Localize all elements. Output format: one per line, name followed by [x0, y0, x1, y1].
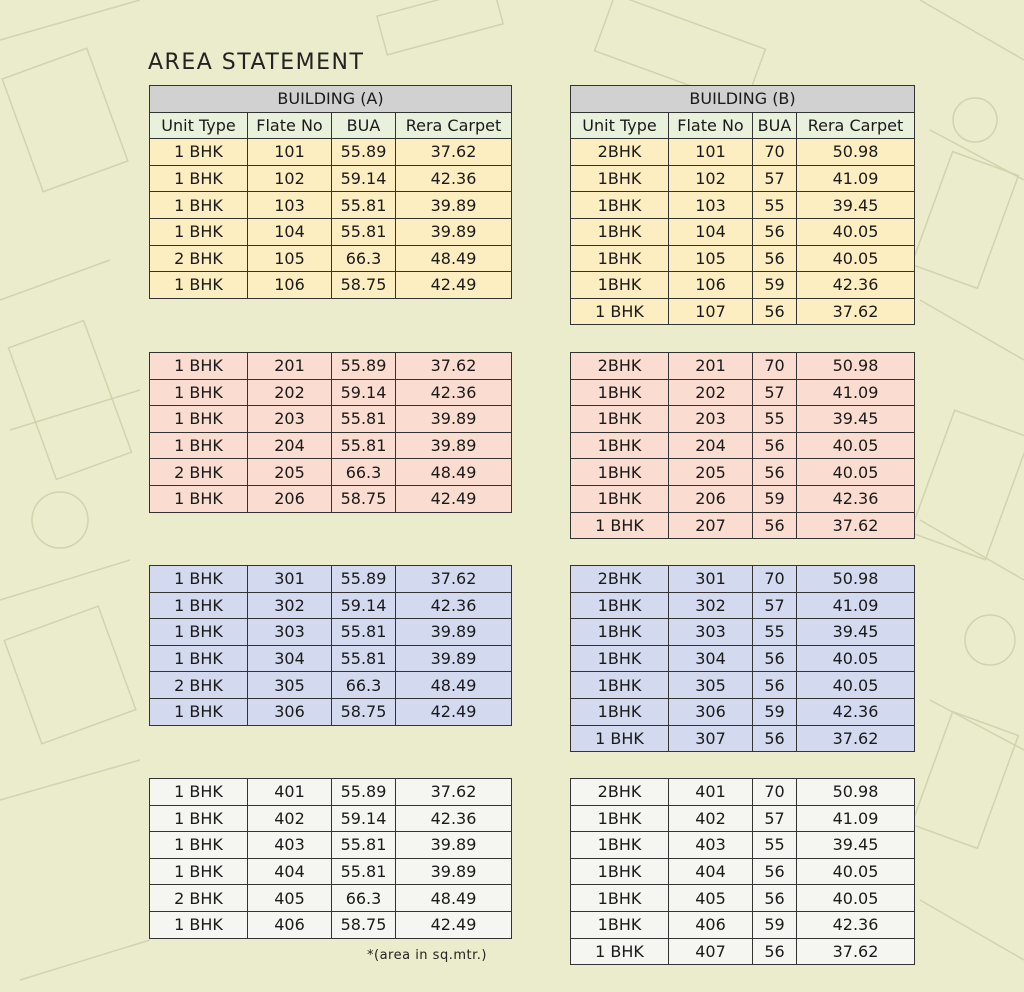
rera-carpet-cell: 42.36 [396, 165, 512, 192]
table-row [150, 592, 512, 619]
table-row [571, 938, 915, 965]
rera-carpet-cell: 37.62 [797, 298, 915, 325]
flat-no-cell: 206 [248, 485, 332, 512]
flat-no-cell: 202 [248, 379, 332, 406]
flat-no-cell: 303 [669, 619, 753, 646]
table-row [150, 192, 512, 219]
rera-carpet-cell: 42.36 [396, 379, 512, 406]
unit-type-cell: 1BHK [571, 592, 669, 619]
table-row [571, 218, 915, 245]
flat-no-cell: 301 [248, 566, 332, 593]
bua-cell: 56 [753, 938, 797, 965]
unit-type-cell: 1BHK [571, 698, 669, 725]
bua-cell: 58.75 [332, 272, 396, 299]
table-row [571, 485, 915, 512]
rera-carpet-cell: 39.45 [797, 832, 915, 859]
table-row [571, 432, 915, 459]
table-row [571, 272, 915, 299]
rera-carpet-cell: 48.49 [396, 672, 512, 699]
table-row [150, 353, 512, 380]
bua-cell: 55.89 [332, 779, 396, 806]
bua-cell: 70 [753, 139, 797, 166]
table-row [571, 379, 915, 406]
area-unit-footnote: *(area in sq.mtr.) [367, 948, 487, 963]
unit-type-cell: 1 BHK [150, 698, 248, 725]
column-header: Flate No [669, 112, 753, 139]
bua-cell: 66.3 [332, 672, 396, 699]
rera-carpet-cell: 40.05 [797, 885, 915, 912]
bua-cell: 59 [753, 485, 797, 512]
flat-no-cell: 407 [669, 938, 753, 965]
unit-type-cell: 1 BHK [150, 619, 248, 646]
unit-type-cell: 1 BHK [150, 272, 248, 299]
flat-no-cell: 307 [669, 725, 753, 752]
unit-type-cell: 2BHK [571, 139, 669, 166]
bua-cell: 66.3 [332, 885, 396, 912]
table-row [571, 911, 915, 938]
unit-type-cell: 1 BHK [150, 566, 248, 593]
flat-no-cell: 401 [669, 779, 753, 806]
rera-carpet-cell: 42.49 [396, 911, 512, 938]
flat-no-cell: 403 [669, 832, 753, 859]
rera-carpet-cell: 41.09 [797, 165, 915, 192]
bua-cell: 55 [753, 619, 797, 646]
flat-no-cell: 405 [248, 885, 332, 912]
rera-carpet-cell: 40.05 [797, 672, 915, 699]
table-row [571, 619, 915, 646]
table-row [571, 353, 915, 380]
table-row [571, 779, 915, 806]
bua-cell: 56 [753, 858, 797, 885]
table-row [571, 885, 915, 912]
bua-cell: 58.75 [332, 698, 396, 725]
rera-carpet-cell: 42.36 [797, 272, 915, 299]
flat-no-cell: 205 [248, 459, 332, 486]
unit-type-cell: 1BHK [571, 858, 669, 885]
unit-type-cell: 2 BHK [150, 885, 248, 912]
table-row [571, 406, 915, 433]
flat-no-cell: 406 [248, 911, 332, 938]
unit-type-cell: 1 BHK [150, 485, 248, 512]
bua-cell: 55 [753, 192, 797, 219]
bua-cell: 55 [753, 406, 797, 433]
unit-type-cell: 1 BHK [150, 139, 248, 166]
table-row [150, 218, 512, 245]
unit-type-cell: 1BHK [571, 805, 669, 832]
building-a-floor-3-table [149, 565, 512, 726]
unit-type-cell: 1 BHK [150, 165, 248, 192]
flat-no-cell: 105 [669, 245, 753, 272]
table-row [571, 139, 915, 166]
table-row [150, 805, 512, 832]
table-row [571, 645, 915, 672]
unit-type-cell: 1 BHK [150, 779, 248, 806]
flat-no-cell: 104 [248, 218, 332, 245]
unit-type-cell: 1 BHK [150, 192, 248, 219]
table-row [150, 379, 512, 406]
flat-no-cell: 206 [669, 485, 753, 512]
flat-no-cell: 304 [248, 645, 332, 672]
bua-cell: 70 [753, 779, 797, 806]
flat-no-cell: 401 [248, 779, 332, 806]
flat-no-cell: 201 [248, 353, 332, 380]
rera-carpet-cell: 37.62 [396, 779, 512, 806]
bua-cell: 56 [753, 645, 797, 672]
table-row [150, 406, 512, 433]
flat-no-cell: 305 [669, 672, 753, 699]
table-row [150, 911, 512, 938]
unit-type-cell: 1BHK [571, 192, 669, 219]
unit-type-cell: 1BHK [571, 272, 669, 299]
unit-type-cell: 1 BHK [150, 592, 248, 619]
table-row [571, 245, 915, 272]
table-row [150, 459, 512, 486]
bua-cell: 59.14 [332, 805, 396, 832]
bua-cell: 70 [753, 353, 797, 380]
unit-type-cell: 1 BHK [571, 725, 669, 752]
rera-carpet-cell: 40.05 [797, 858, 915, 885]
bua-cell: 66.3 [332, 459, 396, 486]
unit-type-cell: 1 BHK [150, 832, 248, 859]
flat-no-cell: 105 [248, 245, 332, 272]
flat-no-cell: 302 [248, 592, 332, 619]
unit-type-cell: 1BHK [571, 379, 669, 406]
bua-cell: 56 [753, 725, 797, 752]
table-row [150, 139, 512, 166]
table-row [150, 432, 512, 459]
rera-carpet-cell: 39.89 [396, 432, 512, 459]
table-row [150, 165, 512, 192]
unit-type-cell: 1BHK [571, 672, 669, 699]
rera-carpet-cell: 50.98 [797, 139, 915, 166]
unit-type-cell: 1 BHK [571, 298, 669, 325]
column-header: Unit Type [571, 112, 669, 139]
unit-type-cell: 1 BHK [150, 858, 248, 885]
bua-cell: 57 [753, 379, 797, 406]
rera-carpet-cell: 42.36 [797, 485, 915, 512]
unit-type-cell: 1BHK [571, 645, 669, 672]
rera-carpet-cell: 37.62 [396, 566, 512, 593]
unit-type-cell: 1 BHK [150, 911, 248, 938]
flat-no-cell: 203 [248, 406, 332, 433]
column-header: Rera Carpet [396, 112, 512, 139]
table-row [150, 485, 512, 512]
bua-cell: 59 [753, 272, 797, 299]
rera-carpet-cell: 37.62 [396, 353, 512, 380]
unit-type-cell: 1BHK [571, 218, 669, 245]
flat-no-cell: 104 [669, 218, 753, 245]
unit-type-cell: 1BHK [571, 406, 669, 433]
flat-no-cell: 404 [248, 858, 332, 885]
unit-type-cell: 1BHK [571, 165, 669, 192]
building-name: BUILDING (A) [150, 86, 512, 113]
building-header-row [150, 86, 512, 113]
flat-no-cell: 303 [248, 619, 332, 646]
building-a-floor-1-table [149, 85, 512, 299]
rera-carpet-cell: 48.49 [396, 459, 512, 486]
rera-carpet-cell: 39.89 [396, 218, 512, 245]
unit-type-cell: 2 BHK [150, 459, 248, 486]
flat-no-cell: 305 [248, 672, 332, 699]
rera-carpet-cell: 39.89 [396, 832, 512, 859]
bua-cell: 55.89 [332, 353, 396, 380]
rera-carpet-cell: 50.98 [797, 353, 915, 380]
rera-carpet-cell: 48.49 [396, 885, 512, 912]
bua-cell: 55.81 [332, 645, 396, 672]
unit-type-cell: 2 BHK [150, 245, 248, 272]
table-row [150, 272, 512, 299]
table-row [150, 672, 512, 699]
flat-no-cell: 204 [248, 432, 332, 459]
rera-carpet-cell: 39.89 [396, 406, 512, 433]
table-row [571, 672, 915, 699]
rera-carpet-cell: 39.45 [797, 406, 915, 433]
bua-cell: 57 [753, 165, 797, 192]
table-row [571, 459, 915, 486]
unit-type-cell: 1 BHK [150, 432, 248, 459]
rera-carpet-cell: 37.62 [797, 512, 915, 539]
bua-cell: 58.75 [332, 911, 396, 938]
bua-cell: 56 [753, 885, 797, 912]
table-row [150, 566, 512, 593]
unit-type-cell: 1BHK [571, 432, 669, 459]
flat-no-cell: 204 [669, 432, 753, 459]
rera-carpet-cell: 40.05 [797, 459, 915, 486]
flat-no-cell: 202 [669, 379, 753, 406]
table-row [571, 592, 915, 619]
bua-cell: 56 [753, 298, 797, 325]
flat-no-cell: 404 [669, 858, 753, 885]
flat-no-cell: 402 [248, 805, 332, 832]
bua-cell: 55 [753, 832, 797, 859]
rera-carpet-cell: 41.09 [797, 805, 915, 832]
bua-cell: 59.14 [332, 592, 396, 619]
flat-no-cell: 107 [669, 298, 753, 325]
flat-no-cell: 406 [669, 911, 753, 938]
unit-type-cell: 2BHK [571, 566, 669, 593]
unit-type-cell: 1 BHK [150, 645, 248, 672]
building-b-floor-4-table [570, 778, 915, 965]
rera-carpet-cell: 39.89 [396, 858, 512, 885]
column-header: BUA [753, 112, 797, 139]
bua-cell: 55.81 [332, 406, 396, 433]
flat-no-cell: 302 [669, 592, 753, 619]
bua-cell: 56 [753, 432, 797, 459]
unit-type-cell: 1BHK [571, 245, 669, 272]
unit-type-cell: 1BHK [571, 485, 669, 512]
table-row [150, 645, 512, 672]
table-row [571, 805, 915, 832]
bua-cell: 56 [753, 245, 797, 272]
column-header-row [571, 112, 915, 139]
table-row [150, 779, 512, 806]
flat-no-cell: 203 [669, 406, 753, 433]
flat-no-cell: 205 [669, 459, 753, 486]
rera-carpet-cell: 48.49 [396, 245, 512, 272]
rera-carpet-cell: 37.62 [797, 725, 915, 752]
unit-type-cell: 1 BHK [571, 938, 669, 965]
rera-carpet-cell: 42.36 [396, 592, 512, 619]
rera-carpet-cell: 42.49 [396, 485, 512, 512]
rera-carpet-cell: 41.09 [797, 592, 915, 619]
bua-cell: 55.81 [332, 858, 396, 885]
flat-no-cell: 101 [248, 139, 332, 166]
column-header: Rera Carpet [797, 112, 915, 139]
bua-cell: 55.89 [332, 566, 396, 593]
unit-type-cell: 1BHK [571, 911, 669, 938]
rera-carpet-cell: 40.05 [797, 432, 915, 459]
rera-carpet-cell: 37.62 [396, 139, 512, 166]
building-header-row [571, 86, 915, 113]
bua-cell: 55.81 [332, 218, 396, 245]
flat-no-cell: 405 [669, 885, 753, 912]
bua-cell: 56 [753, 459, 797, 486]
table-row [571, 298, 915, 325]
rera-carpet-cell: 42.36 [396, 805, 512, 832]
page-title: AREA STATEMENT [148, 50, 365, 75]
table-row [571, 192, 915, 219]
flat-no-cell: 201 [669, 353, 753, 380]
table-row [150, 832, 512, 859]
bua-cell: 59 [753, 911, 797, 938]
table-row [150, 619, 512, 646]
flat-no-cell: 106 [248, 272, 332, 299]
flat-no-cell: 106 [669, 272, 753, 299]
bua-cell: 56 [753, 218, 797, 245]
table-row [150, 698, 512, 725]
unit-type-cell: 1 BHK [150, 406, 248, 433]
rera-carpet-cell: 40.05 [797, 245, 915, 272]
bua-cell: 57 [753, 592, 797, 619]
unit-type-cell: 1 BHK [571, 512, 669, 539]
flat-no-cell: 102 [669, 165, 753, 192]
unit-type-cell: 2 BHK [150, 672, 248, 699]
flat-no-cell: 306 [669, 698, 753, 725]
unit-type-cell: 1 BHK [150, 805, 248, 832]
table-row [150, 245, 512, 272]
table-row [571, 512, 915, 539]
bua-cell: 58.75 [332, 485, 396, 512]
bua-cell: 57 [753, 805, 797, 832]
unit-type-cell: 1BHK [571, 459, 669, 486]
column-header: Unit Type [150, 112, 248, 139]
bua-cell: 66.3 [332, 245, 396, 272]
rera-carpet-cell: 42.36 [797, 698, 915, 725]
flat-no-cell: 103 [248, 192, 332, 219]
bua-cell: 55.81 [332, 832, 396, 859]
building-b-floor-3-table [570, 565, 915, 752]
unit-type-cell: 1BHK [571, 832, 669, 859]
flat-no-cell: 306 [248, 698, 332, 725]
rera-carpet-cell: 50.98 [797, 779, 915, 806]
column-header-row [150, 112, 512, 139]
rera-carpet-cell: 42.36 [797, 911, 915, 938]
rera-carpet-cell: 39.89 [396, 192, 512, 219]
flat-no-cell: 301 [669, 566, 753, 593]
bua-cell: 55.81 [332, 619, 396, 646]
bua-cell: 59.14 [332, 165, 396, 192]
table-row [150, 858, 512, 885]
bua-cell: 56 [753, 512, 797, 539]
unit-type-cell: 1BHK [571, 619, 669, 646]
building-name: BUILDING (B) [571, 86, 915, 113]
table-row [571, 566, 915, 593]
bua-cell: 55.81 [332, 432, 396, 459]
bua-cell: 55.81 [332, 192, 396, 219]
bua-cell: 70 [753, 566, 797, 593]
bua-cell: 59.14 [332, 379, 396, 406]
building-a-floor-4-table [149, 778, 512, 939]
flat-no-cell: 402 [669, 805, 753, 832]
rera-carpet-cell: 39.45 [797, 192, 915, 219]
rera-carpet-cell: 42.49 [396, 272, 512, 299]
flat-no-cell: 101 [669, 139, 753, 166]
flat-no-cell: 403 [248, 832, 332, 859]
table-row [571, 165, 915, 192]
rera-carpet-cell: 39.89 [396, 645, 512, 672]
flat-no-cell: 102 [248, 165, 332, 192]
rera-carpet-cell: 42.49 [396, 698, 512, 725]
bua-cell: 55.89 [332, 139, 396, 166]
table-row [571, 832, 915, 859]
flat-no-cell: 103 [669, 192, 753, 219]
building-b-floor-2-table [570, 352, 915, 539]
table-row [150, 885, 512, 912]
building-b-floor-1-table [570, 85, 915, 325]
unit-type-cell: 1 BHK [150, 379, 248, 406]
flat-no-cell: 304 [669, 645, 753, 672]
table-row [571, 725, 915, 752]
unit-type-cell: 1 BHK [150, 218, 248, 245]
table-row [571, 858, 915, 885]
rera-carpet-cell: 50.98 [797, 566, 915, 593]
unit-type-cell: 1 BHK [150, 353, 248, 380]
rera-carpet-cell: 37.62 [797, 938, 915, 965]
bua-cell: 56 [753, 672, 797, 699]
unit-type-cell: 2BHK [571, 779, 669, 806]
rera-carpet-cell: 40.05 [797, 218, 915, 245]
unit-type-cell: 1BHK [571, 885, 669, 912]
column-header: BUA [332, 112, 396, 139]
flat-no-cell: 207 [669, 512, 753, 539]
rera-carpet-cell: 39.45 [797, 619, 915, 646]
rera-carpet-cell: 40.05 [797, 645, 915, 672]
building-a-floor-2-table [149, 352, 512, 513]
column-header: Flate No [248, 112, 332, 139]
bua-cell: 59 [753, 698, 797, 725]
rera-carpet-cell: 41.09 [797, 379, 915, 406]
unit-type-cell: 2BHK [571, 353, 669, 380]
table-row [571, 698, 915, 725]
rera-carpet-cell: 39.89 [396, 619, 512, 646]
